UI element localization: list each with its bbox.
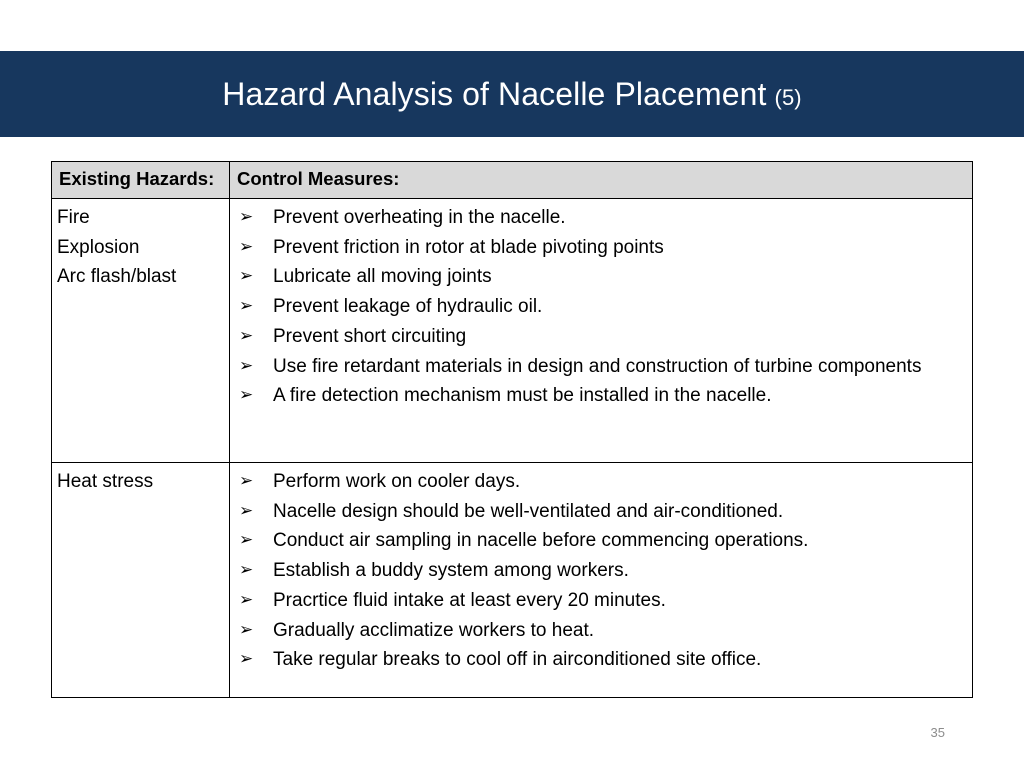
measure-item bbox=[238, 497, 952, 527]
hazard-item: Explosion bbox=[57, 236, 140, 258]
page-number: 35 bbox=[930, 725, 945, 740]
measure-text: Perform work on cooler days. bbox=[273, 471, 521, 492]
measure-text: Prevent overheating in the nacelle. bbox=[273, 207, 566, 228]
arrow-bullet-icon: ➢ bbox=[239, 207, 254, 227]
arrow-bullet-icon: ➢ bbox=[239, 296, 254, 317]
measures-list bbox=[238, 203, 952, 411]
arrow-bullet-icon: ➢ bbox=[239, 385, 254, 406]
arrow-bullet-icon: ➢ bbox=[239, 471, 254, 491]
measure-text: Prevent leakage of hydraulic oil. bbox=[273, 296, 543, 318]
hazard-item: Heat stress bbox=[57, 471, 154, 492]
measure-item bbox=[238, 292, 952, 322]
measure-text: Nacelle design should be well-ventilated and air-conditioned. bbox=[273, 500, 784, 522]
measure-item bbox=[238, 616, 952, 646]
measure-text: A fire detection mechanism must be installed in the nacelle. bbox=[273, 385, 772, 407]
measure-item bbox=[238, 467, 952, 497]
table-row bbox=[52, 199, 973, 463]
measure-item bbox=[238, 556, 952, 586]
measure-text: Conduct air sampling in nacelle before commencing operations. bbox=[273, 530, 809, 552]
measure-item bbox=[238, 645, 952, 675]
arrow-bullet-icon: ➢ bbox=[239, 266, 254, 287]
measure-item bbox=[238, 262, 952, 292]
measure-text: Pracrtice fluid intake at least every 20 minutes. bbox=[273, 589, 666, 611]
measures-cell bbox=[230, 463, 973, 698]
measure-item bbox=[238, 381, 952, 411]
measure-item bbox=[238, 203, 952, 233]
table-header-row bbox=[52, 162, 973, 199]
arrow-bullet-icon: ➢ bbox=[239, 355, 254, 376]
header-existing-hazards: Existing Hazards: bbox=[52, 162, 230, 199]
measure-text: Gradually acclimatize workers to heat. bbox=[273, 619, 595, 641]
hazard-cell bbox=[52, 199, 230, 463]
arrow-bullet-icon: ➢ bbox=[239, 649, 254, 670]
measure-text: Take regular breaks to cool off in airconditioned site office. bbox=[273, 649, 762, 671]
header-control-measures: Control Measures: bbox=[230, 162, 973, 199]
slide-title-main: Hazard Analysis of Nacelle Placement bbox=[222, 75, 767, 112]
measure-item bbox=[238, 352, 952, 382]
table-row bbox=[52, 463, 973, 698]
title-bar bbox=[0, 51, 1024, 137]
measure-item bbox=[238, 322, 952, 352]
measure-item bbox=[238, 526, 952, 556]
hazard-item: Arc flash/blast bbox=[57, 266, 177, 288]
measures-list bbox=[238, 467, 952, 675]
hazard-item: Fire bbox=[57, 207, 90, 228]
measure-item bbox=[238, 233, 952, 263]
arrow-bullet-icon: ➢ bbox=[239, 560, 254, 581]
measure-text: Lubricate all moving joints bbox=[273, 266, 492, 288]
slide-title bbox=[222, 76, 802, 113]
measure-text: Use fire retardant materials in design and construction of turbine components bbox=[273, 355, 922, 377]
measure-text: Establish a buddy system among workers. bbox=[273, 560, 629, 582]
measure-text: Prevent short circuiting bbox=[273, 325, 467, 347]
hazard-cell bbox=[52, 463, 230, 698]
measure-text: Prevent friction in rotor at blade pivoting points bbox=[273, 236, 664, 258]
hazard-table bbox=[51, 161, 973, 698]
arrow-bullet-icon: ➢ bbox=[239, 530, 254, 551]
arrow-bullet-icon: ➢ bbox=[239, 619, 254, 640]
slide-title-suffix: (5) bbox=[774, 84, 802, 110]
measure-item bbox=[238, 586, 952, 616]
arrow-bullet-icon: ➢ bbox=[239, 325, 254, 346]
measures-cell bbox=[230, 199, 973, 463]
arrow-bullet-icon: ➢ bbox=[239, 500, 254, 521]
arrow-bullet-icon: ➢ bbox=[239, 589, 254, 610]
arrow-bullet-icon: ➢ bbox=[239, 236, 254, 257]
